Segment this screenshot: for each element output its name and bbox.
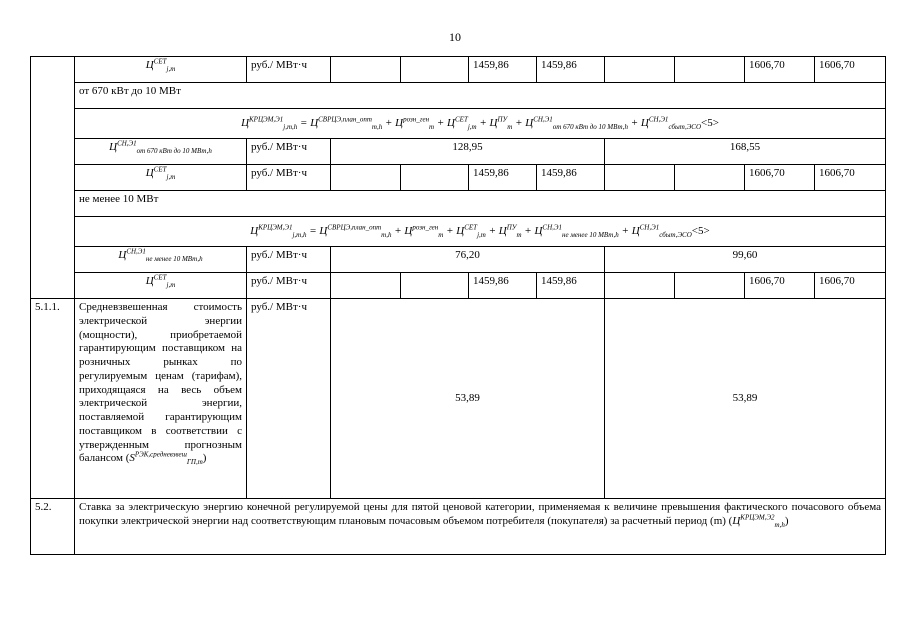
value-cell: 1606,70 bbox=[745, 165, 815, 191]
table-row bbox=[31, 139, 886, 165]
table-row bbox=[31, 499, 886, 555]
value-cell: 1606,70 bbox=[815, 273, 886, 299]
var-cell: $Ц^{СЕТ}_{j,m}$ bbox=[75, 165, 247, 191]
unit-cell: руб./ МВт·ч bbox=[247, 247, 331, 273]
section-heading: не менее 10 МВт bbox=[75, 191, 886, 217]
value-cell: 1459,86 bbox=[469, 165, 537, 191]
number-cell-empty bbox=[31, 57, 75, 299]
value-cell: 76,20 bbox=[331, 247, 605, 273]
formula-670: $Ц^{КРЦЭМ,Э1}_{j,m,h} = Ц^{СВРЦЭ,план\_опт}_{m,h} + Ц^{розн\_ген}_m + Ц^{СЕТ}_{j,m} + Ц^{ПУ}_m + Ц^{СН,Э1}_{от 670 кВт до 10 МВт,h} + Ц^{СН,Э1}_{сбыт,ЭСО}<5>$ bbox=[75, 109, 886, 139]
value-cell: 1606,70 bbox=[815, 57, 886, 83]
value-cell: 1459,86 bbox=[469, 57, 537, 83]
unit-cell: руб./ МВт·ч bbox=[247, 299, 331, 499]
value-cell: 1459,86 bbox=[537, 165, 605, 191]
var-cell: $Ц^{СЕТ}_{j,m}$ bbox=[75, 57, 247, 83]
table-row bbox=[31, 109, 886, 139]
table-row bbox=[31, 191, 886, 217]
unit-cell: руб./ МВт·ч bbox=[247, 139, 331, 165]
value-cell: 1606,70 bbox=[815, 165, 886, 191]
unit-cell: руб./ МВт·ч bbox=[247, 165, 331, 191]
value-cell: 1606,70 bbox=[745, 273, 815, 299]
row-number: 5.1.1. bbox=[31, 299, 75, 499]
row-description: Средневзвешенная стоимость электрической энергии (мощности), приобретаемой гарантирующим поставщиком на розничных рынках по регулируемым ценам (тарифам), приходящаяся на весь объем электрической энергии, поставляемой гарантирующим поставщиком в соответствии с утвержденным прогнозным балансом $(S^{РЭК,средневзвеш}_{ГП,m})$ bbox=[75, 299, 247, 499]
table-row bbox=[31, 165, 886, 191]
formula-10: $Ц^{КРЦЭМ,Э1}_{j,m,h} = Ц^{СВРЦЭ,план\_опт}_{m,h} + Ц^{розн\_ген}_m + Ц^{СЕТ}_{j,m} + Ц^{ПУ}_m + Ц^{СН,Э1}_{не менее 10 МВт,h} + Ц^{СН,Э1}_{сбыт,ЭСО}<5>$ bbox=[75, 217, 886, 247]
table-row bbox=[31, 83, 886, 109]
table-row bbox=[31, 57, 886, 83]
var-cell: $Ц^{СН,Э1}_{не менее 10 МВт,h}$ bbox=[75, 247, 247, 273]
value-cell: 128,95 bbox=[331, 139, 605, 165]
table-row bbox=[31, 273, 886, 299]
section-heading: от 670 кВт до 10 МВт bbox=[75, 83, 886, 109]
unit-cell: руб./ МВт·ч bbox=[247, 57, 331, 83]
table-row bbox=[31, 217, 886, 247]
value-cell: 1606,70 bbox=[745, 57, 815, 83]
var-cell: $Ц^{СЕТ}_{j,m}$ bbox=[75, 273, 247, 299]
row-number: 5.2. bbox=[31, 499, 75, 555]
table-row bbox=[31, 247, 886, 273]
value-cell: 1459,86 bbox=[537, 273, 605, 299]
value-cell: 99,60 bbox=[605, 247, 886, 273]
value-cell: 53,89 bbox=[331, 299, 605, 499]
value-cell: 1459,86 bbox=[469, 273, 537, 299]
table-row bbox=[31, 299, 886, 499]
unit-cell: руб./ МВт·ч bbox=[247, 273, 331, 299]
var-cell: $Ц^{СН,Э1}_{от 670 кВт до 10 МВт,h}$ bbox=[75, 139, 247, 165]
value-cell: 53,89 bbox=[605, 299, 886, 499]
row-description: Ставка за электрическую энергию конечной регулируемой цены для пятой ценовой категории, применяемая к величине превышения фактического почасового объема покупки электрической энергии над соответствующим плановым почасовым объемом потребителя (покупателя) за расчетный период (m) $(Ц^{КРЦЭМ,Э2}_{m,h})$ bbox=[75, 499, 886, 555]
value-cell: 1459,86 bbox=[537, 57, 605, 83]
tariff-table bbox=[30, 56, 886, 555]
value-cell: 168,55 bbox=[605, 139, 886, 165]
page-number: 10 bbox=[449, 30, 461, 44]
